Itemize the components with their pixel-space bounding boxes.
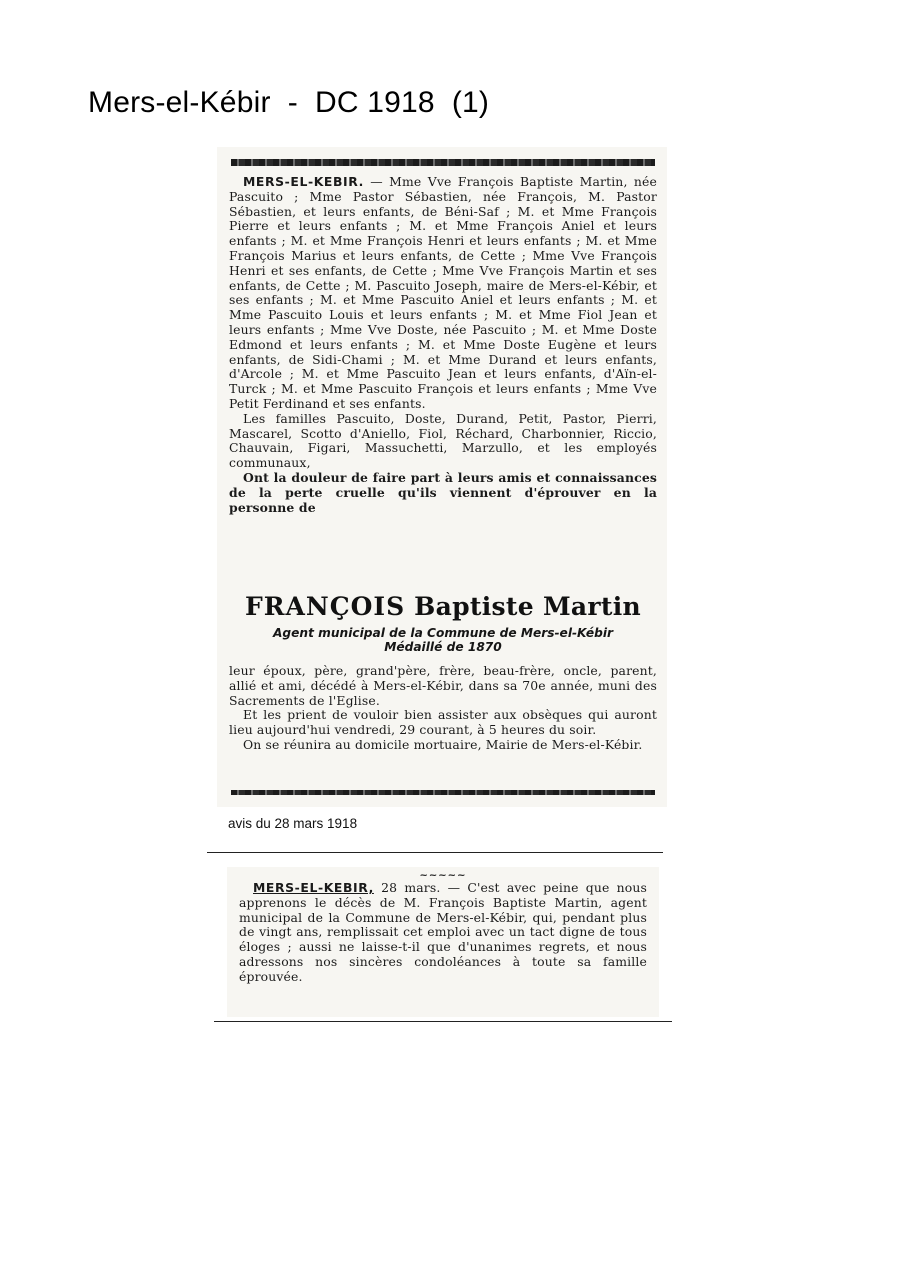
news-paragraph (239, 881, 647, 985)
clipping-caption: avis du 28 mars 1918 (228, 816, 358, 831)
notice-paragraph-3: Ont la douleur de faire part à leurs amis et connaissances de la perte cruelle qu'ils viennent d'éprouver en la personne de (229, 469, 657, 515)
separator-line-top (207, 852, 663, 853)
notice-details (229, 664, 657, 753)
ornament-divider: ~~~~~ (419, 870, 467, 881)
deceased-name (229, 592, 657, 621)
deceased-occupation: Agent municipal de la Commune de Mers-el-Kébir (272, 626, 614, 640)
notice-families: — Mme Vve François Baptiste Martin, née Pascuito ; Mme Pastor Sébastien, née François, M. Pastor Sébastien, et leurs enfants, de Béni-Saf ; M. et Mme François Pierre et leurs enfants ; M. et Mme François Aniel et leurs enfants ; M. et Mme François Henri et leurs enfants ; M. et Mme François Marius et leurs enfants, de Cette ; Mme Vve François Henri et ses enfants, de Cette ; Mme Vve François Martin et ses enfants, de Cette ; M. Pascuito Joseph, maire de Mers-el-Kébir, et ses enfants ; M. et Mme Pascuito Aniel et leurs enfants ; M. et Mme Pascuito Louis et leurs enfants ; M. et Mme Fiol Jean et leurs enfants ; Mme Vve Doste, née Pascuito ; M. et Mme Doste Edmond et leurs enfants ; M. et Mme Doste Eugène et leurs enfants, de Sidi-Chami ; M. et Mme Durand et leurs enfants, d'Arcole ; M. et Mme Pascuito Jean et leurs enfants, d'Aïn-el-Turck ; M. et Mme Pascuito François et leurs enfants ; Mme Vve Petit Ferdinand et ses enfants. (229, 174, 657, 411)
deceased-medal: Médaillé de 1870 (384, 640, 502, 654)
notice-lead: MERS-EL-KEBIR. (243, 174, 364, 189)
news-lead: MERS-EL-KEBIR, (253, 880, 374, 895)
notice-paragraph-1 (229, 175, 657, 412)
deceased-surname: FRANÇOIS (244, 592, 406, 621)
notice-paragraph-4: leur époux, père, grand'père, frère, beau-frère, oncle, parent, allié et ami, décédé à Mers-el-Kébir, dans sa 70e année, muni des Sacrements de l'Eglise. (229, 663, 657, 708)
notice-paragraph-2: Les familles Pascuito, Doste, Durand, Petit, Pastor, Pierri, Mascarel, Scotto d'Aniello, Fiol, Réchard, Charbonnier, Riccio, Chauvain, Figari, Massuchetti, Marzullo, et les employés communaux, (229, 410, 657, 471)
top-rule (231, 159, 655, 166)
news-text: 28 mars. — C'est avec peine que nous apprenons le décès de M. François Baptiste Martin, agent municipal de la Commune de Mers-el-Kébir, qui, pendant plus de vingt ans, remplissait cet emploi avec un tact digne de tous éloges ; aussi ne laisse-t-il que d'unanimes regrets, et nous adressons nos sincères condoléances à toute sa famille éprouvée. (239, 880, 647, 984)
separator-line-bottom (214, 1021, 672, 1022)
notice-family-list (229, 175, 657, 515)
deceased-given-names: Baptiste Martin (414, 592, 642, 621)
newspaper-clipping-notice (217, 147, 667, 807)
bottom-rule (231, 790, 655, 795)
newspaper-clipping-news (227, 867, 659, 1017)
notice-paragraph-6: On se réunira au domicile mortuaire, Mairie de Mers-el-Kébir. (243, 736, 643, 752)
notice-paragraph-5: Et les prient de vouloir bien assister aux obsèques qui auront lieu aujourd'hui vendredi, 29 courant, à 5 heures du soir. (229, 707, 657, 738)
page-title: Mers-el-Kébir - DC 1918 (1) (88, 86, 490, 119)
